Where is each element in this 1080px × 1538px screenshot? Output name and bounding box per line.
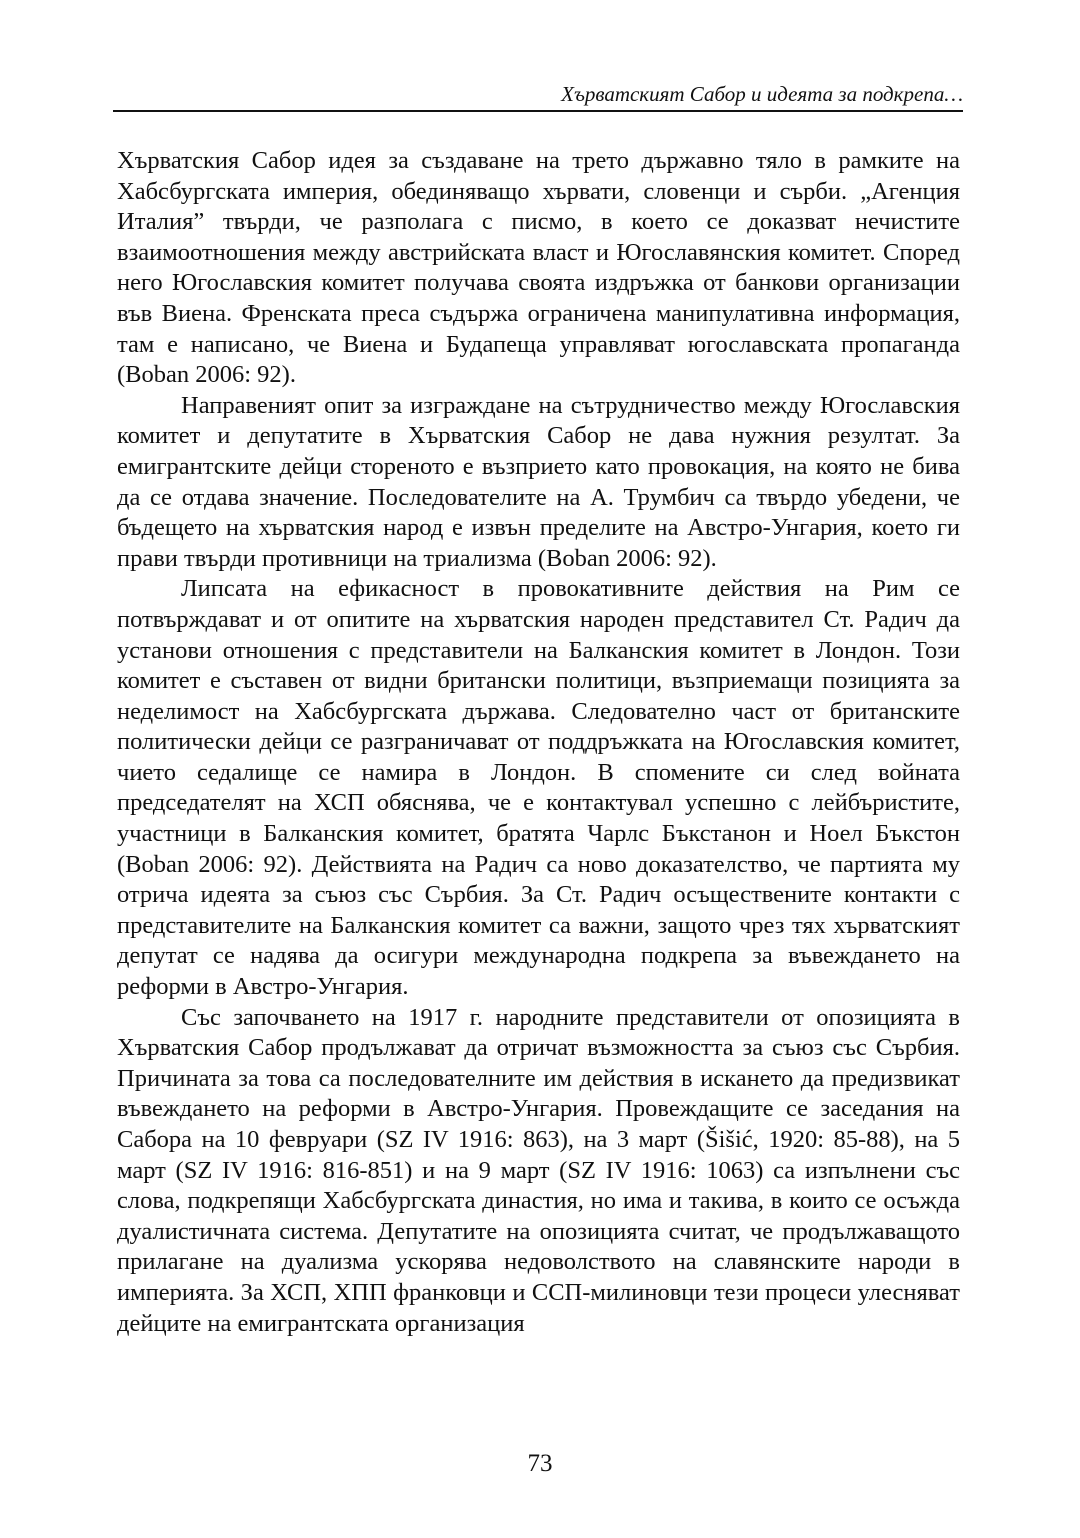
body-text — [117, 146, 960, 1339]
paragraph-1: Хърватския Сабор идея за създаване на трето държавно тяло в рамките на Хабсбургската империя, обединяващо хървати, словенци и сърби. „Агенция Италия” твърди, че разполага с писмо, в което се доказват нечистите взаимоотношения между австрийската власт и Югославянския комитет. Според него Югославския комитет получава своята издръжка от банкови организации във Виена. Френската преса съдържа ограничена манипулативна информация, там е написано, че Виена и Будапеща управляват югославската пропаганда (Boban 2006: 92). — [117, 147, 960, 389]
paragraph-4: Със започването на 1917 г. народните представители от опозицията в Хърватския Сабор продължават да отричат възможността за съюз със Сърбия. Причината за това са последователните им действия в искането да предизвикат въвеждането на реформи в Австро-Унгария. Провеждащите се заседания на Сабора на 10 февруари (SZ IV 1916: 863), на 3 март (Šišić, 1920: 85-88), на 5 март (SZ IV 1916: 816-851) и на 9 март (SZ IV 1916: 1063) са изпълнени със слова, подкрепящи Хабсбургската династия, но има и такива, в които се осъжда дуалистичната система. Депутатите на опозицията считат, че продължаващото прилагане на дуализма ускорява недоволството на славянските народи в империята. За ХСП, ХПП франковци и ССП-милиновци тези процеси улесняват дейците на емигрантската организация — [117, 1003, 960, 1337]
paragraph-2: Направеният опит за изграждане на сътрудничество между Югославския комитет и депутатите в Хърватския Сабор не дава нужния резултат. За емигрантските дейци стореното е възприето като провокация, на която не бива да се отдава значение. Последователите на А. Трумбич са твърдо убедени, че бъдещето на хърватския народ е извън пределите на Австро-Унгария, което ги прави твърди противници на триализма (Boban 2006: 92). — [117, 391, 960, 572]
paragraph-3: Липсата на ефикасност в провокативните действия на Рим се потвърждават и от опитите на хърватския народен представител Ст. Радич да установи отношения с представители на Балканския комитет в Лондон. Този комитет е съставен от видни британски политици, възприемащи позицията за неделимост на Хабсбургската държава. Следователно част от британските политически дейци се разграничават от поддръжката на Югославския комитет, чието седалище се намира в Лондон. В спомените си след войната председателят на ХСП обяснява, че е контактувал успешно с лейбъристите, участници в Балканския комитет, братята Чарлс Бъкстанон и Ноел Бъкстон (Boban 2006: 92). Действията на Радич са ново доказателство, че партията му отрича идеята за съюз със Сърбия. За Ст. Радич осъществените контакти с представителите на Балканския комитет са важни, защото чрез тях хърватският депутат се надява да осигури международна подкрепа за въвеждането на реформи в Австро-Унгария. — [117, 575, 960, 1001]
running-header: Хърватският Сабор и идеята за подкрепа… — [113, 80, 963, 112]
page-number: 73 — [527, 1450, 553, 1477]
